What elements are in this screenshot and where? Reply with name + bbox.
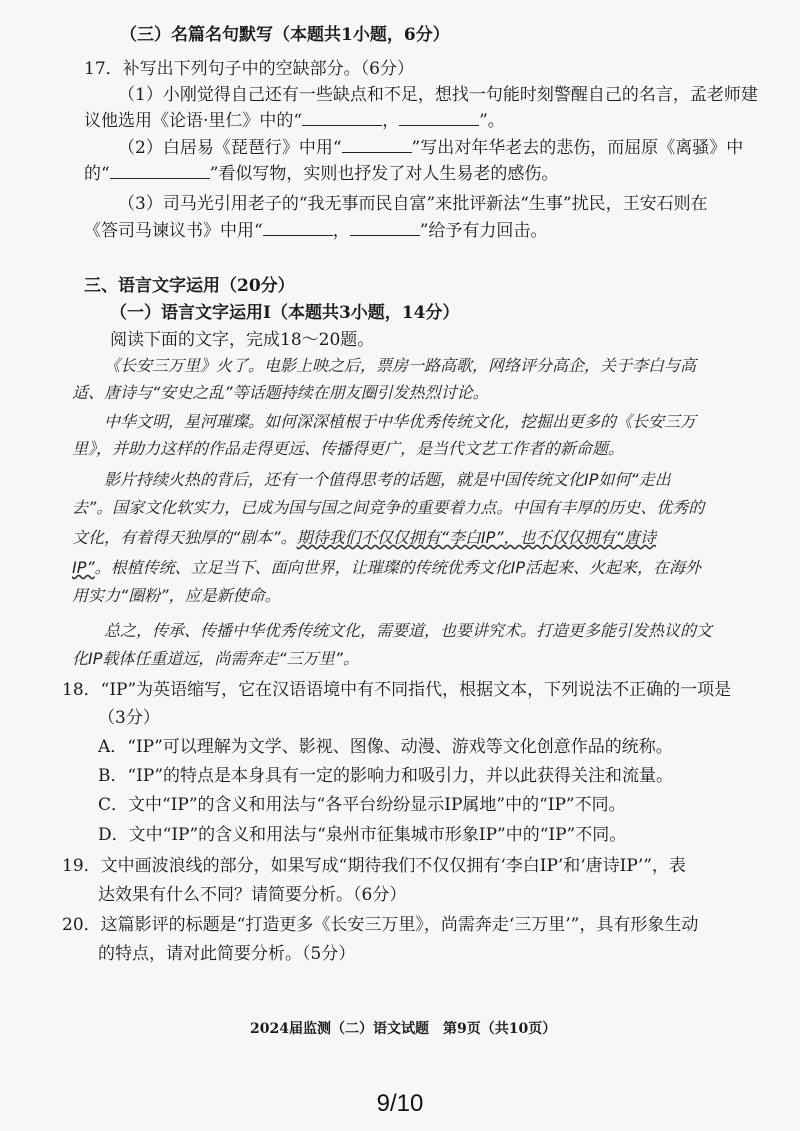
passage-p4-l1: 总之，传承、传播中华优秀传统文化，需要道，也要讲究术。打造更多能引发热议的文: [104, 621, 713, 640]
q17-2-post2: ”看似写物，实则也抒发了对人生易老的感伤。: [209, 164, 559, 184]
passage-p3-l4-post: 。根植传统、立足当下、面向世界，让璀璨的传统优秀文化IP活起来、火起来，在海外: [94, 558, 702, 577]
answer-blank[interactable]: [399, 109, 479, 126]
q17-2-line2: [84, 162, 558, 185]
q17-1-line2: [84, 109, 505, 132]
passage-p3-l5: 用实力“圈粉”，应是新使命。: [72, 586, 281, 605]
q20-l1: 20．这篇影评的标题是“打造更多《长安三万里》，尚需奔走‘三万里’”，具有形象生动: [62, 915, 699, 935]
q18-option-b: B．“IP”的特点是本身具有一定的影响力和吸引力，并以此获得关注和流量。: [98, 766, 674, 786]
q17-3-mid: ，: [332, 221, 350, 241]
q18-stem-l2: （3分）: [98, 708, 160, 728]
q17-2-post: ”写出对年华老去的悲伤，而屈原《离骚》中: [411, 138, 744, 158]
q20-l2: 的特点，请对此简要分析。（5分）: [98, 944, 356, 964]
q17-2-line1: [118, 136, 743, 159]
q17-3-post: ”给予有力回击。: [419, 221, 548, 241]
answer-blank[interactable]: [350, 219, 420, 236]
q18-stem-l1: 18．“IP”为英语缩写，它在汉语语境中有不同指代，根据文本，下列说法不正确的一项是: [62, 680, 732, 700]
q17-3-line1: （3）司马光引用老子的“我无事而民自富”来批评新法“生事”扰民，王安石则在: [118, 194, 708, 214]
passage-p3-l2: 去”。国家文化软实力，已成为国与国之间竞争的重要着力点。中国有丰厚的历史、优秀的: [72, 498, 705, 517]
q17-2-pre2: 的“: [84, 164, 110, 184]
q17-1-post: ”。: [479, 111, 505, 131]
answer-blank[interactable]: [302, 109, 382, 126]
q18-option-a: A．“IP”可以理解为文学、影视、图像、动漫、游戏等文化创意作品的统称。: [98, 737, 673, 757]
page-footer: 2024届监测（二）语文试题 第9页（共10页）: [250, 1021, 557, 1037]
section-3-sub-heading: （一）语言文字运用Ⅰ（本题共3小题，14分）: [110, 303, 460, 323]
wavy-underlined-text: 期待我们不仅仅拥有“李白IP”，也不仅仅拥有“唐诗: [296, 528, 656, 547]
passage-p2-l2: 里》，并助力这样的作品走得更远、传播得更广，是当代文艺工作者的新命题。: [72, 439, 625, 458]
passage-p4-l2: 化IP载体任重道远，尚需奔走“三万里”。: [72, 649, 359, 668]
section-c-heading: （三）名篇名句默写（本题共1小题，6分）: [120, 25, 450, 45]
section-3-heading: 三、语言文字运用（20分）: [84, 276, 295, 296]
answer-blank[interactable]: [263, 219, 333, 236]
q17-intro: 17．补写出下列句子中的空缺部分。（6分）: [84, 59, 414, 79]
q19-l1: 19．文中画波浪线的部分，如果写成“期待我们不仅仅拥有‘李白IP’和‘唐诗IP’”，表: [62, 856, 686, 876]
q17-2-pre: （2）白居易《琵琶行》中用“: [118, 138, 342, 158]
q17-1-line1: （1）小刚觉得自己还有一些缺点和不足，想找一句能时刻警醒自己的名言，孟老师建: [118, 85, 758, 105]
page-indicator: 9/10: [376, 1090, 424, 1117]
passage-p1-l1: 《长安三万里》火了。电影上映之后，票房一路高歌，网络评分高企，关于李白与高: [104, 356, 697, 375]
passage-p2-l1: 中华文明，星河璀璨。如何深深植根于中华优秀传统文化，挖掘出更多的《长安三万: [104, 412, 697, 431]
q19-l2: 达效果有什么不同？请简要分析。（6分）: [98, 885, 407, 905]
q18-option-c: C．文中“IP”的含义和用法与“各平台纷纷显示IP属地”中的“IP”不同。: [98, 795, 626, 815]
wavy-underlined-text-end: IP”: [72, 558, 95, 577]
passage-p3-l4: [72, 557, 701, 579]
passage-p3-l1: 影片持续火热的背后，还有一个值得思考的话题，就是中国传统文化IP如何“走出: [104, 470, 671, 489]
q17-1-pre: 议他选用《论语·里仁》中的“: [84, 111, 303, 131]
answer-blank[interactable]: [342, 136, 412, 153]
q17-3-line2: [84, 219, 547, 242]
answer-blank[interactable]: [110, 162, 210, 179]
passage-p1-l2: 适、唐诗与“安史之乱”等话题持续在朋友圈引发热烈讨论。: [72, 383, 489, 402]
q17-3-pre: 《答司马谏议书》中用“: [84, 221, 263, 241]
q17-1-mid: ，: [382, 111, 400, 131]
q18-option-d: D．文中“IP”的含义和用法与“泉州市征集城市形象IP”中的“IP”不同。: [98, 825, 627, 845]
reading-instruction: 阅读下面的文字，完成18～20题。: [110, 330, 375, 350]
passage-p3-l3: [72, 527, 656, 549]
passage-p3-l3-pre: 文化，有着得天独厚的“剧本”。: [72, 528, 297, 547]
